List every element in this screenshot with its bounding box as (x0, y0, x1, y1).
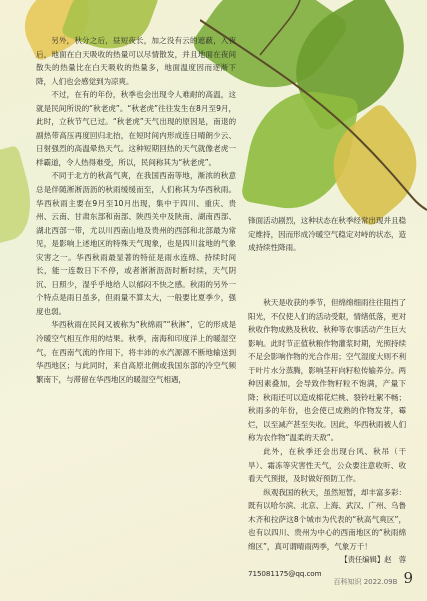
leaf-decoration-3 (0, 145, 41, 245)
paragraph: 此外，在秋季还会出现台风、秋吊（干旱）、霜冻等灾害性天气，公众要注意收听、收看天气预报，及时做好预防工作。 (248, 447, 406, 484)
paragraph: 纵观我国的秋天，虽然短暂，却丰富多彩：既有以哈尔滨、北京、上海、武汉、广州、乌鲁木齐和拉萨这8个城市为代表的“秋高气爽区”，也有以四川、贵州为中心的西南地区的“秋雨绵绵区”，真可谓晴雨两季，气象万千！ (248, 487, 406, 551)
journal-name: 百科知识 2022.09B (333, 578, 398, 586)
editor-credit: 【责任编辑】赵 蓉 (340, 555, 406, 565)
right-top-continuation (248, 214, 406, 255)
paragraph: 秋天是收获的季节，但绵绵细雨往往阻挡了阳光，不仅使人们的活动受限，情绪低落，更对秋收作物成熟及秋收、秋种等农事活动产生巨大影响。此时节正值秋粮作物灌浆时期，光照持续不足会影响作物的光合作用；空气湿度大则不利于叶片水分蒸腾，影响茎秆向籽粒传输养分。两种因素叠加，会导致作物籽粒不饱满，产量下降；秋雨还可以造成棉花烂桃、裂铃吐絮不畅；秋雨多的年份，也会使已成熟的作物发芽，霉烂，以至减产甚至失收。因此，华西秋雨被人们称为农作物“温柔的天敌”。 (248, 298, 406, 443)
paragraph: 另外，秋分之后，昼短夜长，加之没有云的遮蔽，入夜后，地面在白天吸收的热量可以尽情散发，并且地面在夜间散失的热量比在白天吸收的热量多，地面温度因而逐渐下降，人们也会感觉到为凉爽。 (36, 36, 236, 86)
left-column (36, 34, 236, 386)
paragraph: 锋面活动剧烈，这种状态在秋季经常出现并且稳定维持，因而形成冷暖空气稳定对峙的状态，造成持续性降雨。 (248, 216, 406, 253)
paragraph: 华西秋雨在民间又被称为“秋绵雨”“秋淋”，它的形成是冷暖空气相互作用的结果。秋季，南海和印度洋上的暖湿空气，在西南气流的作用下，将丰沛的水汽源源不断地输送到华西地区；与此同时，来自高原北侧或我国东部的冷空气频繁南下，与滞留在华西地区的暖湿空气相遇， (36, 320, 236, 384)
editor-email: 715081175@qq.com (248, 568, 322, 578)
paragraph: 不过，在有的年份，秋季也会出现令人难耐的高温，这就是民间所说的“秋老虎”。“秋老虎”往往发生在8月至9月，此时，立秋节气已过。“秋老虎”天气出现的原因是，南退的副热带高压再度回归北抬，在短时间内形成连日晴朗少云、日射强烈的高温晕热天气。这种短期回热的天气就像老虎一样霸道，令人热得难受，所以，民间称其为“秋老虎”。 (36, 90, 236, 167)
right-column (248, 296, 406, 580)
page-number: 9 (403, 569, 413, 587)
paragraph: 不同于北方的秋高气爽，在我国西南等地，渐浓的秋意总是伴随淅淅沥沥的秋雨缓缓而至，人们称其为华西秋雨。华西秋雨主要在9月至10月出现，集中于四川、重庆、贵州、云南、甘肃东部和南部、陕西关中及陕南、湖南西部、湖北西部一带，尤以川西南山地及贵州的西部和北部最为常见，是影响上述地区的特殊天气现象，也是四川盆地的气象灾害之一。华西秋雨最显著的特征是雨水连绵、持续时间长，能一连数日下不停，或者淅淅沥沥时断时续，天气阴沉、日照少，湿乎乎地给人以郁闷不快之感。秋雨的另外一个特点是雨日虽多，但雨量不算太大，一般要比夏季少，强度也弱。 (36, 171, 236, 316)
page-footer (333, 569, 413, 587)
